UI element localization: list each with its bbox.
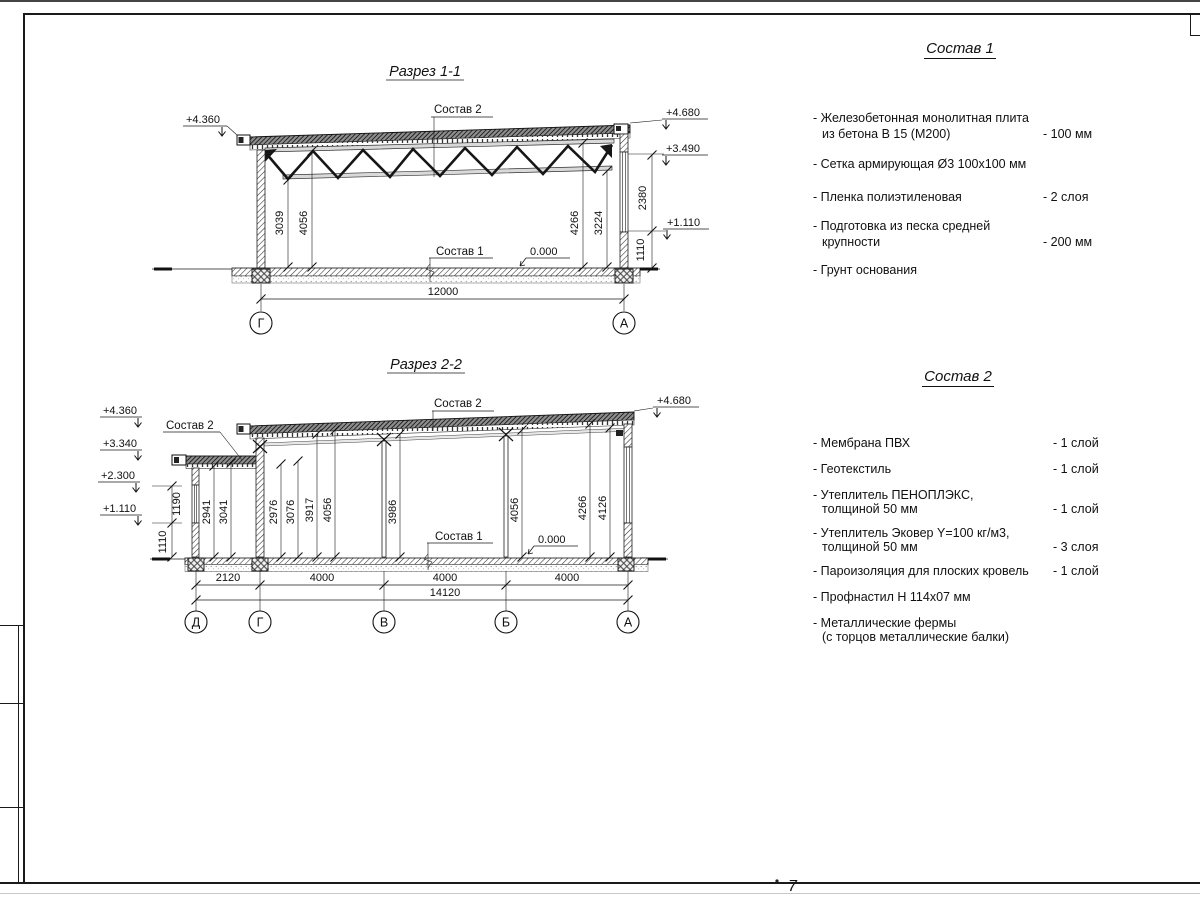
foundation-block: [615, 269, 633, 283]
material-item: - Подготовка из песка средней: [813, 219, 991, 233]
material-item: - Профнастил Н 114х07 мм: [813, 590, 971, 604]
window-axis-a: [624, 447, 632, 523]
wall-axis-d-bottom: [192, 523, 199, 557]
dim-3041: 3041: [218, 499, 230, 525]
material-item-line2: толщиной 50 мм: [822, 540, 918, 554]
elev-4360: +4.360: [186, 114, 220, 126]
dim-4056: 4056: [322, 497, 334, 523]
roof-edge-beam: [174, 457, 179, 463]
material-item: - Пароизоляция для плоских кровель: [813, 564, 1029, 578]
dim-12000: 12000: [427, 286, 459, 298]
column-axis-v: [382, 441, 386, 557]
section1-title: Разрез 1-1: [389, 64, 461, 80]
label-sostav2-annex: Состав 2: [166, 420, 214, 432]
dim-3076: 3076: [285, 499, 297, 525]
dim-2120: 2120: [215, 572, 241, 584]
material-value: - 1 слой: [1053, 502, 1099, 516]
axis-label-g: Г: [257, 316, 265, 331]
roof-edge-beam: [239, 426, 244, 432]
material-value: - 2 слоя: [1043, 190, 1089, 204]
dim-4056: 4056: [298, 210, 310, 236]
window-axis-d: [192, 485, 199, 523]
dim-4126: 4126: [597, 495, 609, 521]
material-item: - Пленка полиэтиленовая: [813, 190, 962, 204]
sheet-number-mark: [775, 878, 798, 895]
label-sostav2-roof: Состав 2: [434, 398, 482, 410]
elev-4680: +4.680: [657, 395, 691, 407]
wall-axis-g: [257, 150, 265, 268]
walls-2: [192, 424, 632, 557]
dim-14120: 14120: [429, 587, 461, 599]
foundation-block: [252, 269, 270, 283]
foundation-block: [252, 558, 268, 571]
section-2-2: [98, 357, 699, 633]
dim-4266: 4266: [569, 210, 581, 236]
elev-4680: +4.680: [666, 107, 700, 119]
elev-2300: +2.300: [101, 470, 135, 482]
column-axis-b: [504, 436, 508, 557]
beam-end-mark: [616, 430, 623, 436]
elev-3490: +3.490: [666, 143, 700, 155]
wall-axis-d-top: [192, 468, 199, 485]
dims-bottom-1: [250, 284, 635, 334]
dims-chain-left-2: [152, 482, 183, 562]
floor-1: [152, 268, 660, 283]
axis-label-d: Д: [191, 615, 201, 630]
sostav2-title: [868, 368, 1048, 385]
dim-4000: 4000: [432, 572, 458, 584]
material-value: - 3 слоя: [1053, 540, 1099, 554]
roof-edge-beam: [616, 126, 621, 131]
roof-2-main: [237, 412, 634, 439]
dims-bottom-2: [185, 571, 639, 633]
axis-label-a: А: [619, 316, 629, 331]
dim-3986: 3986: [387, 499, 399, 525]
window-axis-a: [620, 152, 628, 232]
axis-label-a: А: [623, 615, 633, 630]
dim-2976: 2976: [268, 499, 280, 525]
material-item-line2: толщиной 50 мм: [822, 502, 918, 516]
material-item: - Железобетонная монолитная плита: [813, 111, 1029, 125]
axis-label-g: Г: [256, 615, 264, 630]
dim-2380: 2380: [637, 185, 649, 211]
label-sostav1: Состав 1: [436, 246, 484, 258]
section2-title: Разрез 2-2: [390, 357, 462, 373]
section-1-1: [152, 64, 709, 334]
material-value: - 1 слой: [1053, 462, 1099, 476]
dim-4000: 4000: [309, 572, 335, 584]
label-zero: 0.000: [530, 246, 558, 258]
material-item: - Металлические фермы: [813, 616, 957, 630]
sostav2-title-text: Состав 2: [924, 368, 992, 385]
dim-2941: 2941: [201, 499, 213, 525]
dim-4266: 4266: [577, 495, 589, 521]
dim-1110: 1110: [157, 530, 169, 554]
material-value: - 100 мм: [1043, 127, 1093, 141]
axis-label-b: Б: [501, 615, 511, 630]
material-value: - 200 мм: [1043, 235, 1093, 249]
material-value: - 1 слой: [1053, 436, 1099, 450]
dim-3039: 3039: [274, 210, 286, 236]
sostav1-title: [870, 40, 1050, 57]
material-item: - Утеплитель ПЕНОПЛЭКС,: [813, 488, 974, 502]
material-item: - Геотекстиль: [813, 462, 892, 476]
dim-3917: 3917: [304, 497, 316, 523]
label-sostav1: Состав 1: [435, 531, 483, 543]
dim-1190: 1190: [171, 492, 183, 516]
label-zero: 0.000: [538, 534, 566, 546]
wall-axis-a-top: [624, 424, 632, 447]
material-item: - Сетка армирующая Ø3 100х100 мм: [813, 157, 1027, 171]
dim-1110: 1110: [635, 238, 647, 262]
dims-chain-right-1: [628, 151, 666, 273]
elev-3340: +3.340: [103, 438, 137, 450]
sheet-number: 7: [788, 878, 797, 895]
wall-axis-a-top: [620, 134, 628, 152]
foundation-block: [188, 558, 204, 571]
dim-4000: 4000: [554, 572, 580, 584]
wall-axis-a-bottom: [624, 523, 632, 557]
roof-edge-beam: [239, 137, 244, 143]
sostav1-title-text: Состав 1: [926, 40, 994, 57]
wall-axis-a-bottom: [620, 232, 628, 268]
dim-3224: 3224: [593, 210, 605, 236]
material-item: - Утеплитель Эковер Y=100 кг/м3,: [813, 526, 1010, 540]
dim-4056b: 4056: [509, 497, 521, 523]
material-item-line2: из бетона В 15 (М200): [822, 127, 951, 141]
material-item-line2: крупности: [822, 235, 881, 249]
material-item: - Мембрана ПВХ: [813, 436, 911, 450]
label-sostav2: Состав 2: [434, 104, 482, 116]
elev-1110: +1.110: [667, 217, 701, 229]
axis-label-v: В: [379, 615, 389, 630]
elev-4360: +4.360: [103, 405, 137, 417]
material-item-line2: (с торцов металлические балки): [822, 630, 1010, 644]
material-item: - Грунт основания: [813, 263, 918, 277]
foundation-block: [618, 558, 634, 571]
material-value: - 1 слой: [1053, 564, 1099, 578]
elev-1110: +1.110: [103, 503, 137, 515]
wall-axis-g: [256, 438, 264, 557]
